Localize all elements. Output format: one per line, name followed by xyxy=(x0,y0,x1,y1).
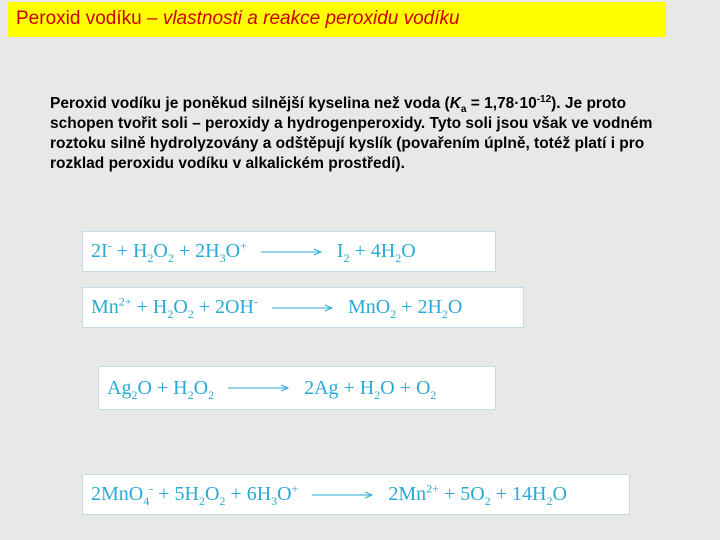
subscript: 2 xyxy=(430,387,437,402)
subscript: 2 xyxy=(167,251,174,265)
subscript: 2 xyxy=(441,307,448,321)
subscript: 2 xyxy=(131,387,138,402)
formula-text: + H xyxy=(111,240,148,262)
formula-text: + 6H xyxy=(225,483,272,505)
equation-left xyxy=(91,483,298,506)
equation-right xyxy=(388,483,567,506)
equation-left xyxy=(91,240,247,263)
formula-text: Mn xyxy=(91,296,119,318)
equation-silver-oxide xyxy=(98,366,496,410)
superscript: 2+ xyxy=(426,481,439,496)
formula-text: + 2H xyxy=(396,296,442,318)
formula-text: 2Mn xyxy=(388,483,427,505)
superscript: - xyxy=(107,238,112,253)
formula-text: I xyxy=(336,240,344,262)
equation-iodide xyxy=(82,231,496,272)
formula-text: O xyxy=(153,240,168,262)
subscript: 2 xyxy=(390,307,397,321)
formula-text: O + H xyxy=(137,376,188,399)
formula-text: + 5O xyxy=(438,483,485,505)
superscript: + xyxy=(240,238,247,253)
subscript: 2 xyxy=(374,387,381,402)
subscript: 2 xyxy=(219,494,226,508)
reaction-arrow-icon xyxy=(312,490,374,500)
formula-text: + 2OH xyxy=(193,296,254,318)
formula-text: O xyxy=(173,296,188,318)
reaction-arrow-icon xyxy=(261,247,323,257)
equation-right xyxy=(304,377,436,400)
ka-exponent: -12 xyxy=(536,93,552,105)
equation-left xyxy=(91,296,258,319)
formula-text: O xyxy=(447,296,463,318)
paragraph-part-3: ). Je proto schopen tvořit soli – peroxidy a hydrogenperoxidy. Tyto soli jsou však ve vodném roztoku silně hydrolyzovány a odštěpují kyslík (povařením úplně, totéž platí i pro rozklad peroxidu vodíku v alkalickém prostředí). xyxy=(50,95,653,172)
subscript: 2 xyxy=(484,494,491,508)
formula-text: O xyxy=(401,240,416,262)
subscript: 2 xyxy=(198,494,205,508)
ka-subscript: a xyxy=(460,104,467,116)
formula-text: O + O xyxy=(380,376,431,399)
superscript: + xyxy=(291,481,299,496)
subscript: 2 xyxy=(546,494,553,508)
formula-text: + 14H xyxy=(490,483,547,505)
formula-text: + 4H xyxy=(349,240,396,262)
formula-text: O xyxy=(193,376,209,399)
formula-text: 2MnO xyxy=(91,483,144,505)
formula-text: O xyxy=(225,240,241,262)
equation-right xyxy=(337,240,416,263)
equation-left xyxy=(107,377,214,400)
paragraph-part-1: Peroxid vodíku je poněkud silnější kyselina než voda ( xyxy=(50,95,450,112)
superscript: - xyxy=(149,481,154,496)
subscript: 2 xyxy=(395,251,402,265)
paragraph-part-2: = 1,78·10 xyxy=(466,95,537,112)
formula-text: O xyxy=(552,483,567,505)
equation-right xyxy=(348,296,462,319)
formula-text: + H xyxy=(131,296,168,318)
superscript: 2+ xyxy=(118,294,132,309)
formula-text: + 2H xyxy=(173,240,220,262)
subscript: 4 xyxy=(143,494,150,508)
subscript: 3 xyxy=(271,494,278,508)
subscript: 2 xyxy=(208,387,215,402)
title-main: Peroxid vodíku xyxy=(16,8,142,29)
formula-text: MnO xyxy=(347,296,391,318)
ka-symbol: K xyxy=(449,95,461,112)
formula-text: Ag xyxy=(107,376,132,399)
formula-text: 2I xyxy=(91,240,108,262)
formula-text: 2Ag + H xyxy=(304,376,375,399)
subscript: 3 xyxy=(219,251,226,265)
title-separator: – xyxy=(141,8,163,29)
equation-permanganate xyxy=(82,474,630,515)
formula-text: + 5H xyxy=(153,483,199,505)
subscript: 2 xyxy=(147,251,154,265)
equation-manganese xyxy=(82,287,524,328)
formula-text: O xyxy=(204,483,220,505)
subscript: 2 xyxy=(187,387,194,402)
subscript: 2 xyxy=(343,251,350,265)
subscript: 2 xyxy=(187,307,194,321)
formula-text: O xyxy=(277,483,292,505)
body-paragraph xyxy=(50,94,690,174)
slide-title xyxy=(8,2,666,37)
subscript: 2 xyxy=(167,307,174,321)
title-subtitle: vlastnosti a reakce peroxidu vodíku xyxy=(162,8,460,29)
superscript: - xyxy=(253,294,258,309)
reaction-arrow-icon xyxy=(228,383,290,393)
reaction-arrow-icon xyxy=(272,303,334,313)
